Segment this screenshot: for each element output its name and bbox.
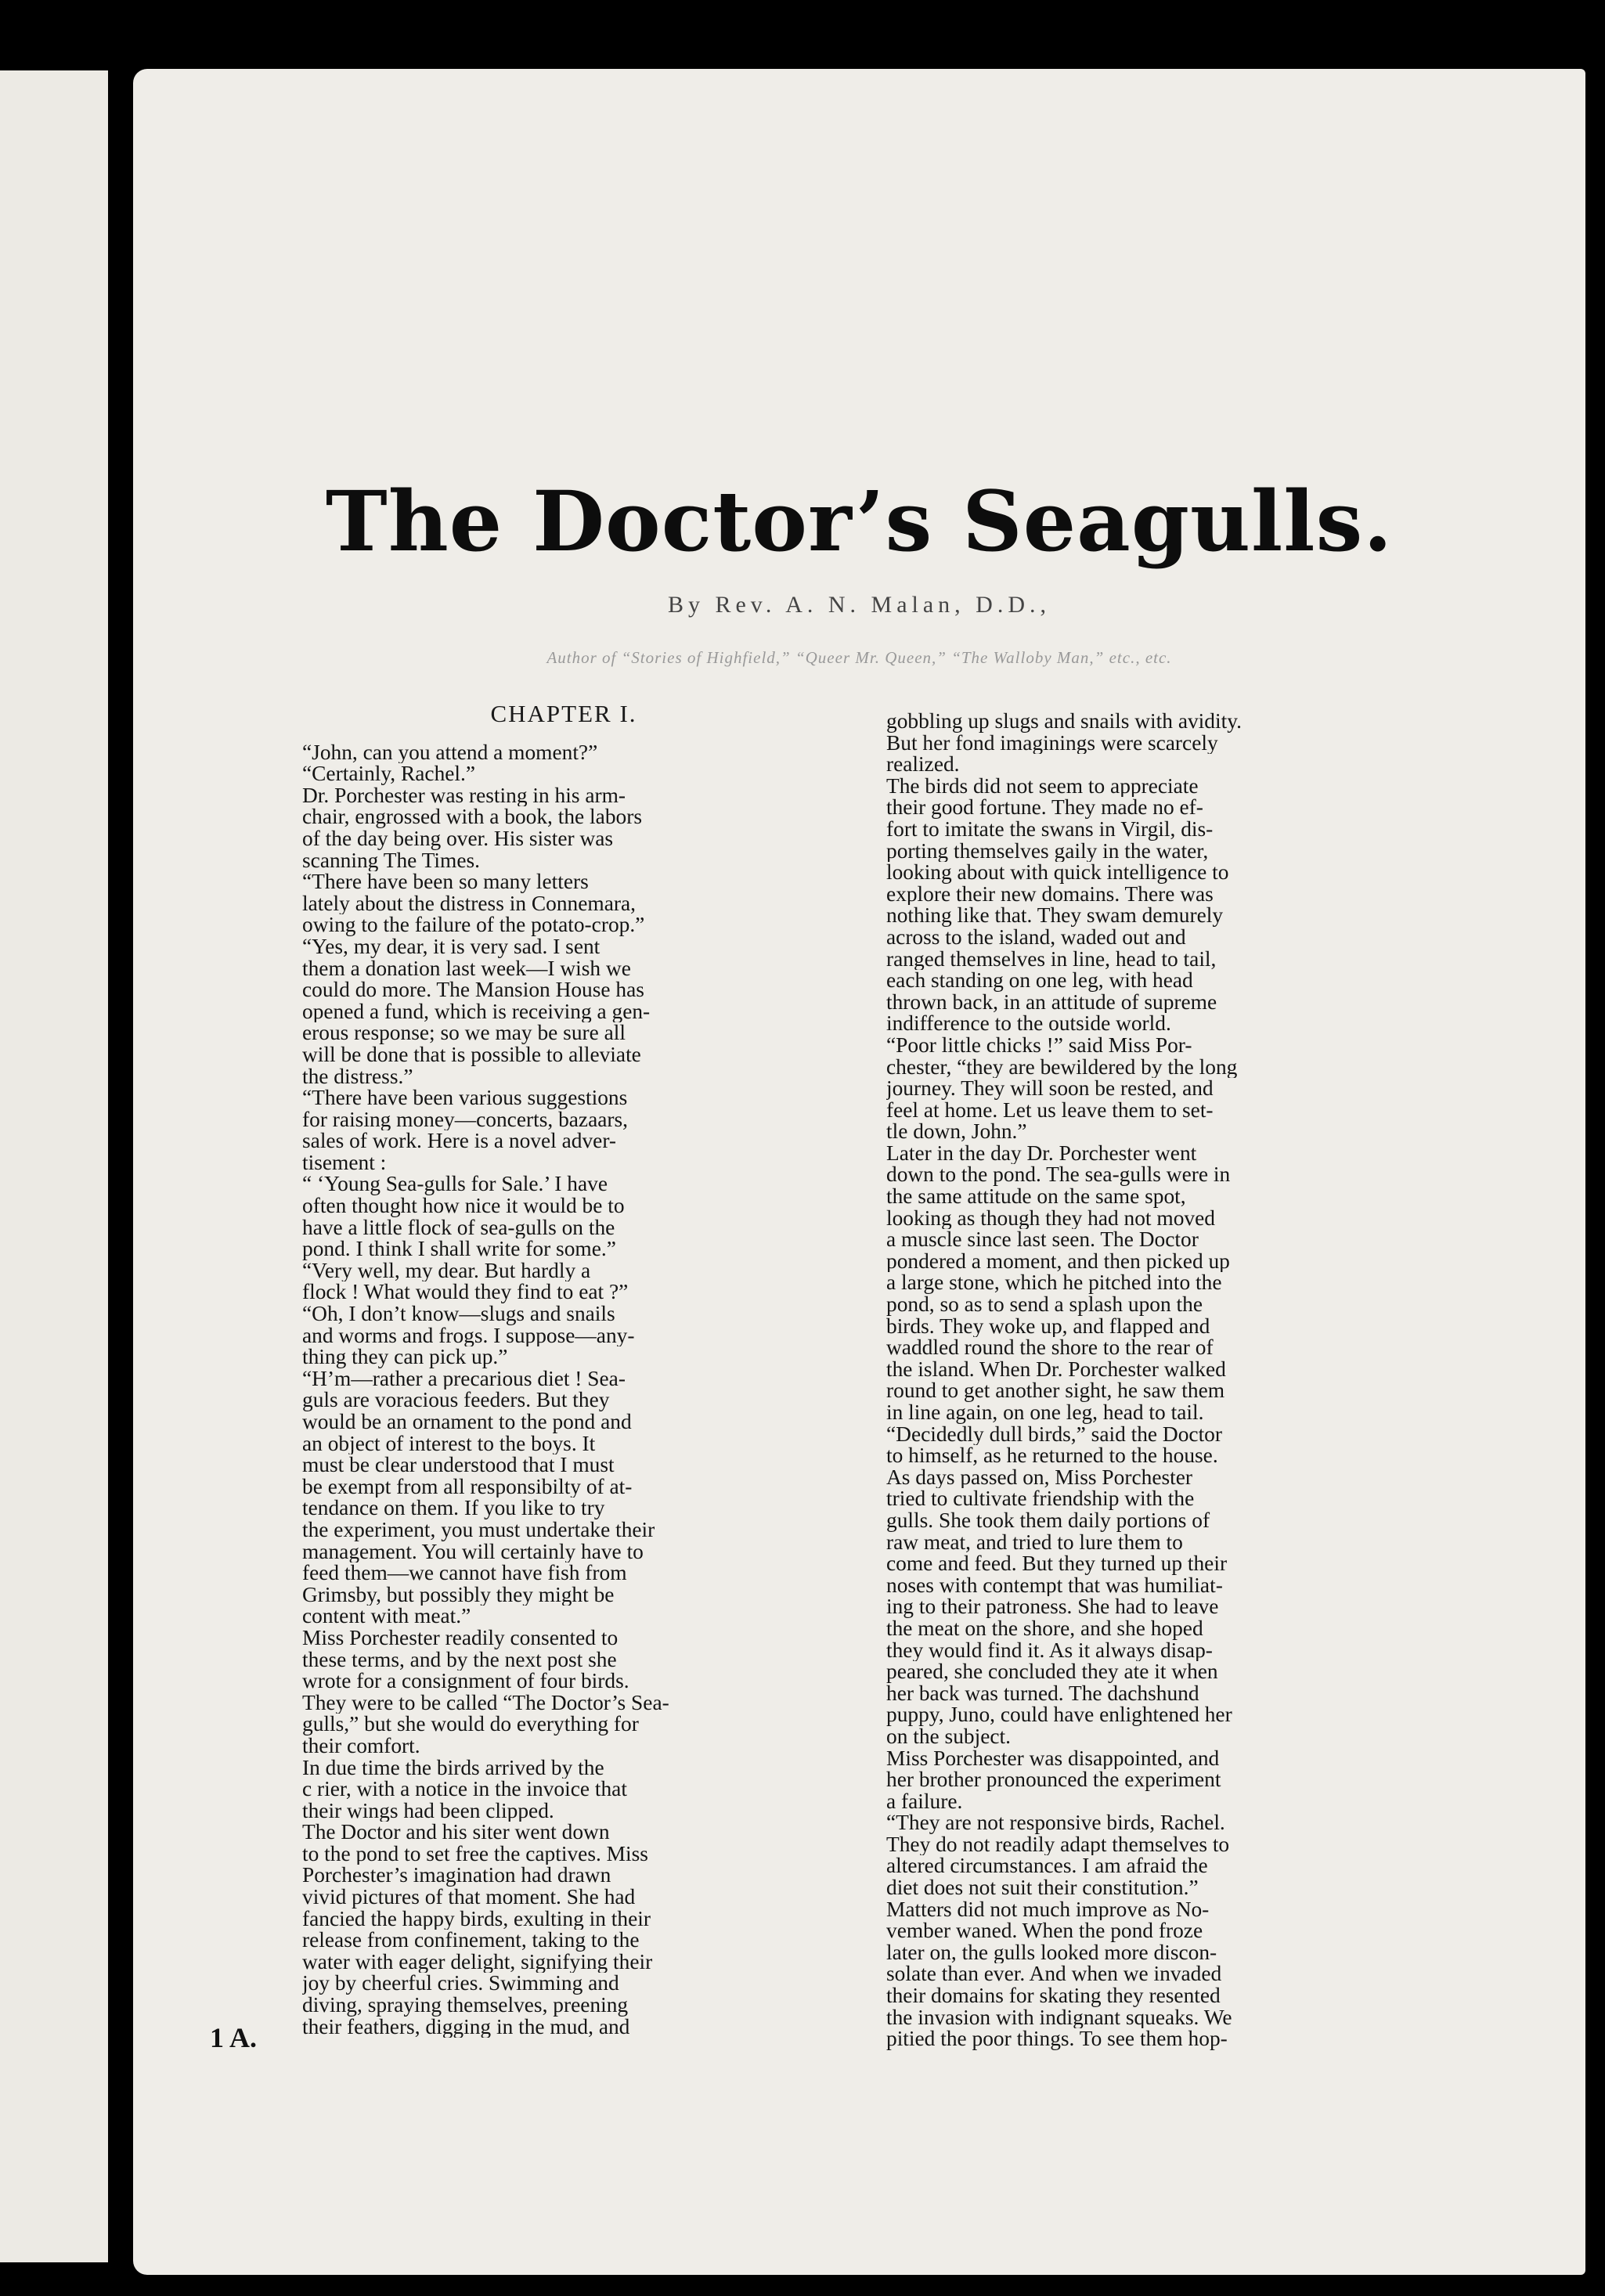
left-column (302, 695, 825, 2038)
text-line: “ ‘Young Sea-gulls for Sale.’ I have (302, 1173, 608, 1196)
text-line: “H’m—rather a precarious diet ! Sea- (302, 1368, 626, 1390)
page-mark: 1 A. (210, 2022, 258, 2053)
text-line: In due time the birds arrived by the (302, 1757, 604, 1779)
text-line: Miss Porchester was disappointed, and (886, 1747, 1220, 1770)
text-line: pitied the poor things. To see them hop- (886, 2028, 1228, 2050)
text-line: the island. When Dr. Porchester walked (886, 1358, 1226, 1381)
text-line: lately about the distress in Connemara, (302, 892, 636, 915)
text-line: waddled round the shore to the rear of (886, 1337, 1214, 1359)
document-page (133, 69, 1585, 2275)
text-line: “Yes, my dear, it is very sad. I sent (302, 935, 601, 958)
text-line: looking about with quick intelligence to (886, 862, 1229, 884)
text-line: be exempt from all responsibilty of at- (302, 1476, 633, 1498)
text-line: scanning The Times. (302, 849, 481, 872)
text-line: these terms, and by the next post she (302, 1649, 617, 1671)
right-column-text (886, 711, 1409, 2050)
text-line: vember waned. When the pond froze (886, 1920, 1203, 1942)
text-line: tisement : (302, 1152, 387, 1174)
text-line: later on, the gulls looked more discon- (886, 1941, 1217, 1964)
text-line: each standing on one leg, with head (886, 970, 1193, 992)
text-line: As days passed on, Miss Porchester (886, 1466, 1193, 1489)
text-line: The Doctor and his siter went down (302, 1822, 610, 1844)
text-line: their good fortune. They made no ef- (886, 797, 1203, 819)
text-line: altered circumstances. I am afraid the (886, 1855, 1208, 1878)
text-line: “Oh, I don’t know—slugs and snails (302, 1303, 615, 1325)
text-line: The birds did not seem to appreciate (886, 775, 1199, 798)
text-line: a failure. (886, 1790, 963, 1813)
text-line: noses with contempt that was humiliat- (886, 1574, 1223, 1597)
text-line: her back was turned. The dachshund (886, 1682, 1199, 1705)
text-line: chester, “they are bewildered by the long (886, 1056, 1238, 1079)
text-line: birds. They woke up, and flapped and (886, 1315, 1210, 1338)
text-line: a large stone, which he pitched into the (886, 1272, 1222, 1295)
text-line: diet does not suit their constitution.” (886, 1877, 1199, 1899)
text-line: chair, engrossed with a book, the labors (302, 806, 642, 828)
text-line: gobbling up slugs and snails with avidity. (886, 711, 1242, 733)
text-line: gulls,” but she would do everything for (302, 1714, 639, 1736)
left-column-text (302, 742, 825, 2038)
text-line: “Poor little chicks !” said Miss Por- (886, 1034, 1192, 1057)
text-line: pond. I think I shall write for some.” (302, 1238, 616, 1260)
text-line: Later in the day Dr. Porchester went (886, 1142, 1197, 1165)
text-line: vivid pictures of that moment. She had (302, 1887, 636, 1909)
text-line: erous response; so we may be sure all (302, 1022, 626, 1044)
text-line: to the pond to set free the captives. Miss (302, 1843, 648, 1865)
text-line: on the subject. (886, 1725, 1011, 1748)
text-line: “Very well, my dear. But hardly a (302, 1260, 591, 1282)
text-line: Grimsby, but possibly they might be (302, 1584, 615, 1606)
text-line: their domains for skating they resented (886, 1985, 1221, 2007)
text-line: puppy, Juno, could have enlightened her (886, 1704, 1232, 1726)
text-line: owing to the failure of the potato-crop.” (302, 914, 645, 936)
text-line: pondered a moment, and then picked up (886, 1250, 1230, 1273)
text-line: tendance on them. If you like to try (302, 1498, 605, 1519)
text-line: fancied the happy birds, exulting in their (302, 1908, 651, 1930)
text-line: flock ! What would they find to eat ?” (302, 1281, 629, 1304)
text-line: “They are not responsive birds, Rachel. (886, 1812, 1225, 1834)
text-line: tle down, John.” (886, 1121, 1027, 1143)
text-line: peared, she concluded they ate it when (886, 1661, 1218, 1683)
text-line: feel at home. Let us leave them to set- (886, 1099, 1214, 1122)
text-line: “Decidedly dull birds,” said the Doctor (886, 1423, 1222, 1446)
text-line: the distress.” (302, 1065, 413, 1088)
text-line: the meat on the shore, and she hoped (886, 1617, 1203, 1640)
text-line: sales of work. Here is a novel adver- (302, 1130, 617, 1152)
text-line: could do more. The Mansion House has (302, 979, 644, 1001)
text-line: nothing like that. They swam demurely (886, 905, 1224, 927)
text-line: Miss Porchester readily consented to (302, 1627, 619, 1649)
text-line: their comfort. (302, 1735, 420, 1757)
chapter-heading: CHAPTER I. (490, 700, 637, 727)
text-line: across to the island, waded out and (886, 926, 1186, 949)
text-line: of the day being over. His sister was (302, 827, 614, 850)
text-line: thrown back, in an attitude of supreme (886, 991, 1217, 1014)
text-line: “Certainly, Rachel.” (302, 763, 476, 785)
text-line: the invasion with indignant squeaks. We (886, 2006, 1232, 2029)
text-line: Matters did not much improve as No- (886, 1898, 1210, 1921)
text-line: diving, spraying themselves, preening (302, 1995, 629, 2017)
text-line: opened a fund, which is receiving a gen- (302, 1000, 651, 1023)
text-line: them a donation last week—I wish we (302, 957, 631, 980)
text-line: must be clear understood that I must (302, 1454, 615, 1476)
text-line: raw meat, and tried to lure them to (886, 1531, 1183, 1554)
text-line: their wings had been clipped. (302, 1800, 554, 1822)
text-line: release from confinement, taking to the (302, 1930, 640, 1952)
text-line: “John, can you attend a moment?” (302, 741, 598, 764)
text-line: ing to their patroness. She had to leave (886, 1596, 1219, 1618)
text-line: thing they can pick up.” (302, 1346, 508, 1368)
text-line: her brother pronounced the experiment (886, 1769, 1221, 1791)
text-line: come and feed. But they turned up their (886, 1553, 1228, 1575)
text-line: pond, so as to send a splash upon the (886, 1294, 1203, 1316)
text-line: gulls. She took them daily portions of (886, 1509, 1210, 1532)
byline: By Rev. A. N. Malan, D.D., (667, 592, 1051, 618)
text-line: management. You will certainly have to (302, 1541, 644, 1563)
text-line: their feathers, digging in the mud, and (302, 2016, 630, 2038)
text-line: they would find it. As it always disap- (886, 1639, 1213, 1662)
text-line: and worms and frogs. I suppose—any- (302, 1325, 635, 1347)
text-line: the experiment, you must undertake their (302, 1519, 655, 1541)
text-line: c rier, with a notice in the invoice that (302, 1779, 627, 1800)
text-line: feed them—we cannot have fish from (302, 1563, 627, 1584)
text-line: porting themselves gaily in the water, (886, 840, 1209, 863)
text-line: “There have been various suggestions (302, 1087, 628, 1109)
text-line: “There have been so many letters (302, 871, 589, 893)
text-line: to himself, as he returned to the house. (886, 1445, 1218, 1467)
text-line: realized. (886, 754, 960, 776)
text-line: content with meat.” (302, 1606, 471, 1627)
text-line: water with eager delight, signifying their (302, 1951, 653, 1973)
right-column (886, 711, 1409, 2050)
text-line: looking as though they had not moved (886, 1207, 1215, 1230)
text-line: Dr. Porchester was resting in his arm- (302, 784, 626, 807)
text-line: solate than ever. And when we invaded (886, 1963, 1222, 1986)
text-line: will be done that is possible to alleviate (302, 1043, 641, 1066)
text-line: explore their new domains. There was (886, 883, 1214, 906)
text-line: indifference to the outside world. (886, 1013, 1171, 1035)
text-line: tried to cultivate friendship with the (886, 1488, 1195, 1510)
author-credit: Author of “Stories of Highfield,” “Queer Mr. Queen,” “The Walloby Man,” etc., etc. (546, 648, 1172, 667)
text-line: a muscle since last seen. The Doctor (886, 1229, 1199, 1251)
text-line: wrote for a consignment of four birds. (302, 1671, 629, 1692)
text-line: often thought how nice it would be to (302, 1195, 625, 1217)
text-line: would be an ornament to the pond and (302, 1411, 632, 1433)
previous-page-edge (0, 70, 108, 2262)
text-line: ranged themselves in line, head to tail, (886, 948, 1217, 971)
text-line: round to get another sight, he saw them (886, 1380, 1225, 1402)
text-line: the same attitude on the same spot, (886, 1186, 1186, 1208)
text-line: journey. They will soon be rested, and (886, 1078, 1214, 1100)
text-line: an object of interest to the boys. It (302, 1433, 596, 1455)
text-line: fort to imitate the swans in Virgil, dis- (886, 818, 1214, 841)
text-line: Porchester’s imagination had drawn (302, 1865, 611, 1887)
text-line: guls are voracious feeders. But they (302, 1389, 610, 1411)
text-line: joy by cheerful cries. Swimming and (302, 1973, 619, 1995)
text-line: They were to be called “The Doctor’s Sea- (302, 1692, 669, 1714)
text-line: have a little flock of sea-gulls on the (302, 1216, 615, 1239)
text-line: for raising money—concerts, bazaars, (302, 1108, 629, 1131)
text-line: down to the pond. The sea-gulls were in (886, 1164, 1231, 1187)
text-line: They do not readily adapt themselves to (886, 1833, 1230, 1856)
text-line: But her fond imaginings were scarcely (886, 732, 1218, 755)
page-title: The Doctor’s Seagulls. (325, 472, 1394, 570)
text-line: in line again, on one leg, head to tail. (886, 1402, 1204, 1424)
